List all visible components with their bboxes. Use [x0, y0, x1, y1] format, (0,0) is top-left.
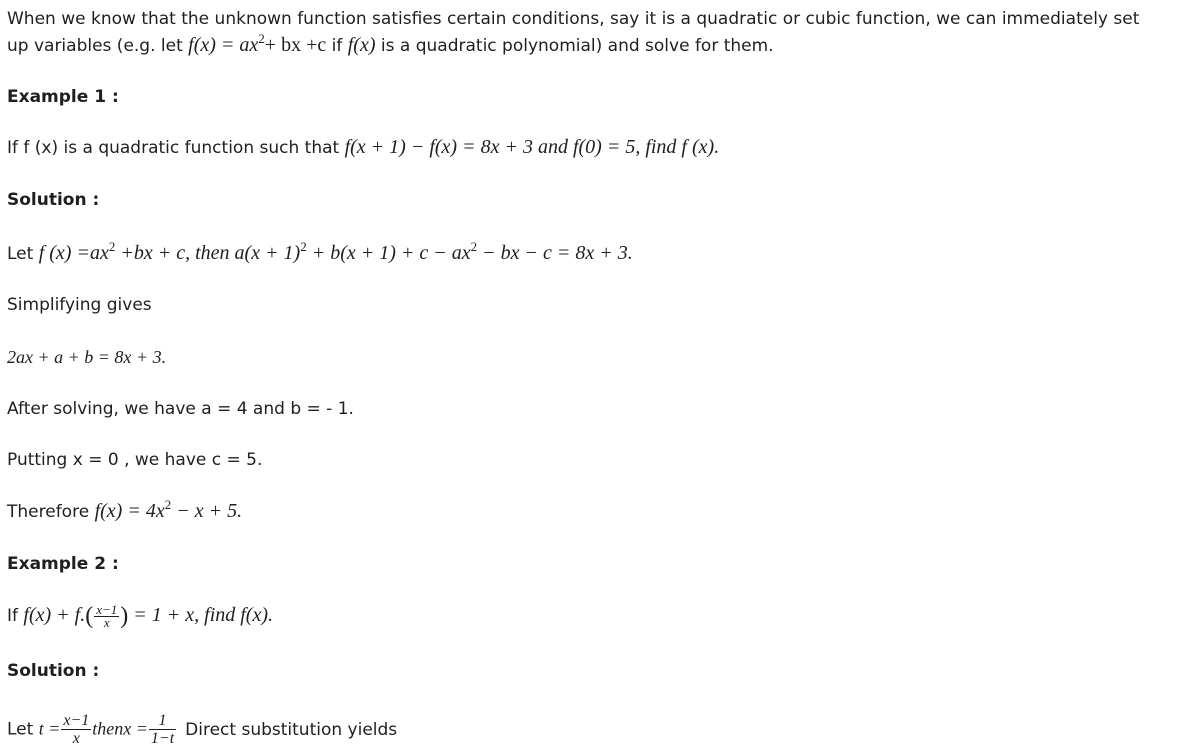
example-1-simplifying: Simplifying gives — [7, 295, 152, 315]
intro-line-1 — [7, 6, 1139, 32]
example-2-let-text: Let — [7, 719, 39, 740]
example-1-therefore-line — [7, 498, 242, 526]
example-2-let-line — [7, 712, 397, 747]
intro-math-1: f(x) = ax — [188, 34, 259, 56]
example-1-let-line — [7, 240, 633, 268]
example-1-equation: 2ax + a + b = 8x + 3. — [7, 347, 167, 367]
example-2-let-fraction-1-denominator: x — [72, 730, 80, 747]
intro-text-4: is a quadratic polynomial) and solve for them. — [375, 36, 774, 56]
example-2-question-math-a: f(x) + f. — [23, 604, 86, 626]
example-2-fraction-denominator: x — [103, 614, 110, 630]
example-1-solution-heading: Solution : — [7, 190, 100, 210]
example-2-let-fraction-2-denominator: 1−t — [150, 730, 175, 747]
intro-line-2 — [7, 32, 774, 60]
example-2-solution-heading: Solution : — [7, 661, 100, 681]
example-2-question-text: If — [7, 606, 24, 626]
example-2-direct-text: Direct substitution yields — [185, 719, 398, 740]
example-2-let-fraction-2-numerator: 1 — [149, 712, 176, 730]
intro-text-3: if — [326, 36, 348, 56]
intro-math-3: f(x) — [347, 34, 376, 56]
example-1-heading: Example 1 : — [7, 87, 119, 107]
intro-text-1: When we know that the unknown function satisfies certain conditions, say it is a quadratic or cubic function, we can immediately set — [7, 9, 1140, 29]
example-2-fraction — [94, 601, 119, 630]
intro-sup-1: 2 — [258, 31, 265, 46]
example-2-left-paren: ( — [85, 603, 94, 629]
example-1-let-math-d: − bx − c = 8x + 3. — [477, 242, 633, 264]
example-2-question — [7, 602, 273, 629]
example-2-right-paren: ) — [120, 603, 129, 629]
example-1-let-text: Let — [7, 244, 39, 264]
example-1-therefore-text: Therefore — [7, 502, 95, 522]
example-1-therefore-sup: 2 — [164, 497, 172, 512]
example-1-therefore-math-a: f(x) = 4x — [94, 500, 165, 522]
example-1-let-math-a: f (x) =ax — [38, 242, 109, 264]
example-2-question-math-b: = 1 + x, find f(x). — [128, 604, 274, 626]
example-2-let-math-b: thenx = — [92, 718, 148, 739]
example-1-question-text: If f (x) is a quadratic function such that — [7, 138, 345, 158]
intro-math-2: + bx +c — [264, 34, 327, 56]
example-2-let-fraction-2 — [149, 712, 176, 747]
example-1-let-sup-c: 2 — [470, 239, 478, 254]
example-2-let-math-a: t = — [38, 718, 61, 739]
example-2-let-fraction-1 — [61, 712, 91, 747]
example-1-equation-line — [7, 344, 166, 371]
example-1-question — [7, 134, 719, 161]
example-1-question-math: f(x + 1) − f(x) = 8x + 3 and f(0) = 5, find f (x). — [344, 136, 720, 158]
example-1-therefore-math-b: − x + 5. — [171, 500, 243, 522]
example-1-let-sup-a: 2 — [108, 239, 116, 254]
intro-text-2: up variables (e.g. let — [7, 36, 189, 56]
example-1-let-math-b: +bx + c, then a(x + 1) — [115, 242, 301, 264]
example-2-heading: Example 2 : — [7, 554, 119, 574]
example-2-let-fraction-1-numerator: x−1 — [63, 712, 90, 729]
example-2-fraction-numerator: x−1 — [96, 601, 118, 617]
example-1-after-solving: After solving, we have a = 4 and b = - 1. — [7, 399, 354, 419]
example-1-let-sup-b: 2 — [300, 239, 307, 254]
example-1-let-math-c: + b(x + 1) + c − ax — [306, 242, 471, 264]
example-1-putting: Putting x = 0 , we have c = 5. — [7, 450, 263, 470]
